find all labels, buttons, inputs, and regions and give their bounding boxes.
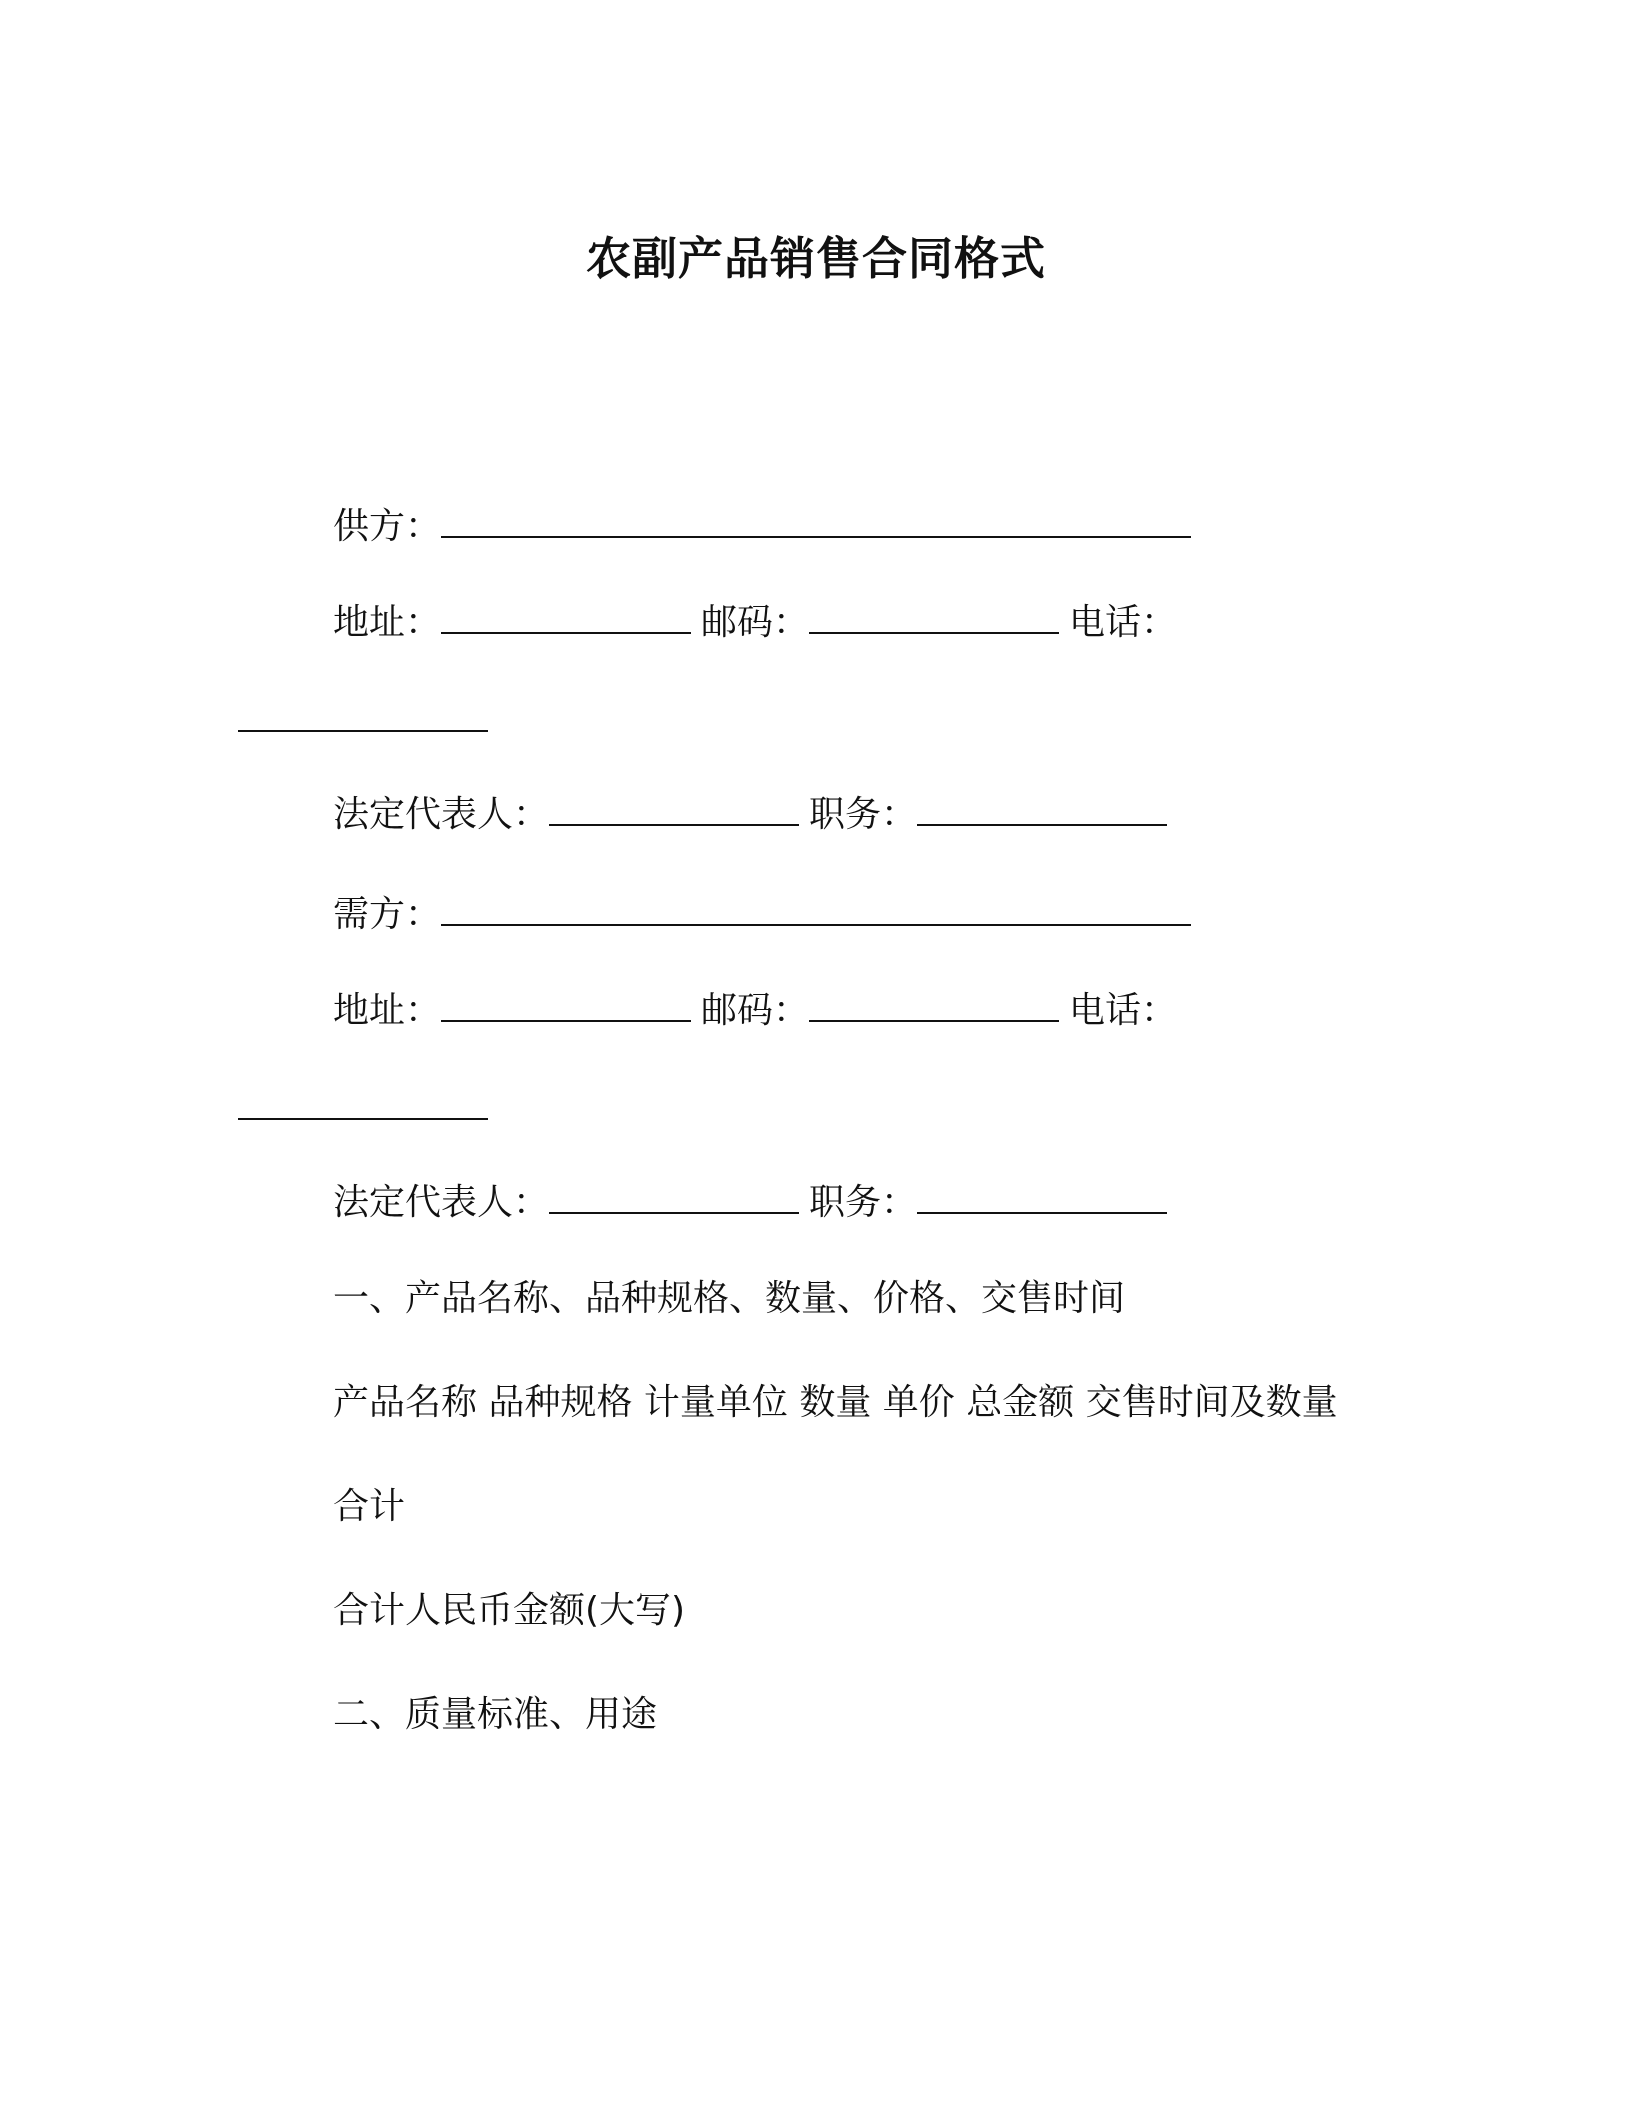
buyer-rep-line — [333, 1178, 1167, 1228]
buyer-position-label: 职务： — [809, 1182, 918, 1223]
total-label: 合计 — [333, 1486, 406, 1527]
supplier-address-blank — [441, 602, 691, 634]
buyer-phone-blank — [238, 1088, 488, 1120]
total-rmb-label: 合计人民币金额(大写) — [333, 1590, 686, 1631]
supplier-rep-line — [333, 790, 1167, 840]
document-title: 农副产品销售合同格式 — [585, 232, 1046, 285]
buyer-rep-blank — [549, 1182, 799, 1214]
supplier-rep-label: 法定代表人： — [333, 794, 550, 835]
buyer-phone-line — [238, 1084, 488, 1134]
buyer-position-blank — [917, 1182, 1167, 1214]
supplier-position-blank — [917, 794, 1167, 826]
supplier-phone-line — [238, 696, 488, 746]
buyer-postcode-label: 邮码： — [701, 990, 810, 1031]
buyer-rep-label: 法定代表人： — [333, 1182, 550, 1223]
supplier-rep-blank — [549, 794, 799, 826]
table-header: 产品名称 品种规格 计量单位 数量 单价 总金额 交售时间及数量 — [333, 1382, 1338, 1423]
buyer-address-blank — [441, 990, 691, 1022]
supplier-address-label: 地址： — [333, 602, 442, 643]
section2-heading: 二、质量标准、用途 — [333, 1694, 658, 1735]
buyer-label: 需方： — [333, 894, 442, 935]
buyer-line — [333, 890, 1191, 940]
buyer-blank — [441, 894, 1191, 926]
supplier-postcode-label: 邮码： — [701, 602, 810, 643]
buyer-address-label: 地址： — [333, 990, 442, 1031]
buyer-phone-label: 电话： — [1069, 990, 1178, 1031]
supplier-phone-label: 电话： — [1069, 602, 1178, 643]
section1-heading: 一、产品名称、品种规格、数量、价格、交售时间 — [333, 1278, 1126, 1319]
supplier-label: 供方： — [333, 506, 442, 547]
supplier-postcode-blank — [809, 602, 1059, 634]
supplier-position-label: 职务： — [809, 794, 918, 835]
supplier-contact-line — [333, 598, 1177, 648]
supplier-phone-blank — [238, 700, 488, 732]
supplier-line — [333, 502, 1191, 552]
buyer-contact-line — [333, 986, 1177, 1036]
supplier-blank — [441, 506, 1191, 538]
buyer-postcode-blank — [809, 990, 1059, 1022]
